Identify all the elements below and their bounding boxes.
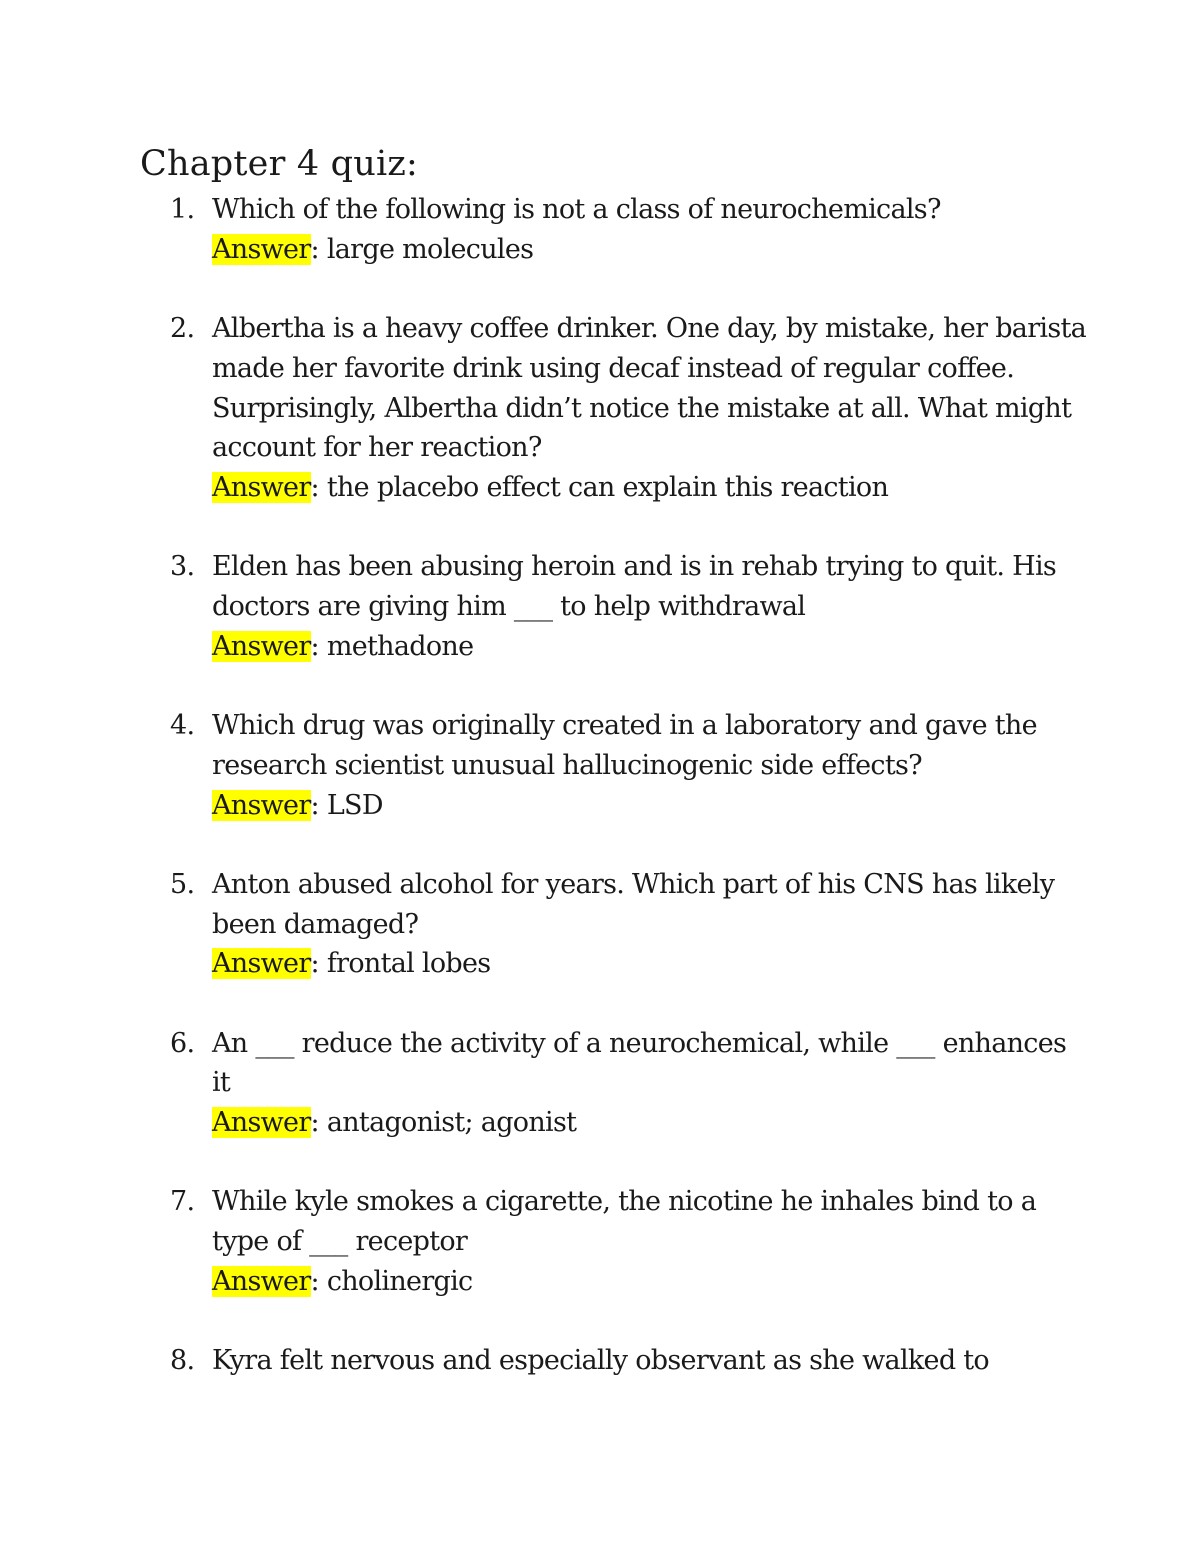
answer-line bbox=[212, 230, 1092, 270]
quiz-item-4 bbox=[0, 706, 1092, 825]
question-number: 8. bbox=[170, 1345, 195, 1377]
answer-line bbox=[212, 627, 1092, 667]
answer-text: : LSD bbox=[310, 789, 383, 821]
question-number: 6. bbox=[170, 1027, 195, 1059]
quiz-item-8 bbox=[0, 1341, 1092, 1381]
question-text: Albertha is a heavy coffee drinker. One day, by mistake, her barista made her favorite drink using decaf instead of regular coffee. Surprisingly, Albertha didn’t notice the mistake at all. What might account for her reaction? bbox=[212, 313, 1087, 464]
answer-text: : cholinergic bbox=[310, 1265, 473, 1297]
question-text: An ___ reduce the activity of a neurochemical, while ___ enhances it bbox=[212, 1027, 1067, 1099]
answer-label: Answer bbox=[212, 1107, 311, 1139]
question-text: While kyle smokes a cigarette, the nicotine he inhales bind to a type of ___ receptor bbox=[212, 1186, 1037, 1258]
quiz-item-7 bbox=[0, 1182, 1092, 1301]
question-number: 1. bbox=[170, 194, 195, 225]
answer-label: Answer bbox=[212, 630, 311, 662]
answer-text: : large molecules bbox=[310, 233, 534, 265]
answer-line bbox=[212, 1103, 1092, 1143]
answer-line bbox=[212, 786, 1092, 826]
question-number: 2. bbox=[170, 313, 195, 345]
answer-label: Answer bbox=[212, 1265, 311, 1297]
answer-line bbox=[212, 944, 1092, 984]
answer-label: Answer bbox=[212, 948, 311, 980]
quiz-item-5 bbox=[0, 865, 1092, 984]
quiz-item-2 bbox=[0, 309, 1092, 508]
question-number: 4. bbox=[170, 710, 195, 742]
answer-line bbox=[212, 468, 1092, 508]
answer-text: : methadone bbox=[310, 630, 474, 662]
answer-text: : the placebo effect can explain this reaction bbox=[310, 471, 889, 503]
quiz-item-1 bbox=[0, 190, 1092, 269]
answer-label: Answer bbox=[212, 471, 311, 503]
answer-label: Answer bbox=[212, 789, 311, 821]
page-title: Chapter 4 quiz: bbox=[140, 144, 418, 184]
answer-text: : frontal lobes bbox=[310, 948, 491, 980]
question-text: Anton abused alcohol for years. Which part of his CNS has likely been damaged? bbox=[212, 868, 1055, 940]
quiz-item-3 bbox=[0, 547, 1092, 666]
question-text: Which drug was originally created in a laboratory and gave the research scientist unusual hallucinogenic side effects? bbox=[212, 710, 1037, 781]
question-text: Elden has been abusing heroin and is in rehab trying to quit. His doctors are giving him ___ to help withdrawal bbox=[212, 551, 1057, 622]
answer-line bbox=[212, 1262, 1092, 1302]
question-number: 3. bbox=[170, 551, 195, 583]
quiz-item-6 bbox=[0, 1024, 1092, 1143]
answer-label: Answer bbox=[212, 233, 311, 265]
answer-text: : antagonist; agonist bbox=[310, 1107, 577, 1139]
question-number: 5. bbox=[170, 868, 195, 900]
question-text: Which of the following is not a class of neurochemicals? bbox=[212, 194, 941, 225]
quiz-list bbox=[0, 190, 1200, 1421]
question-number: 7. bbox=[170, 1186, 195, 1218]
question-text: Kyra felt nervous and especially observant as she walked to bbox=[212, 1345, 989, 1377]
